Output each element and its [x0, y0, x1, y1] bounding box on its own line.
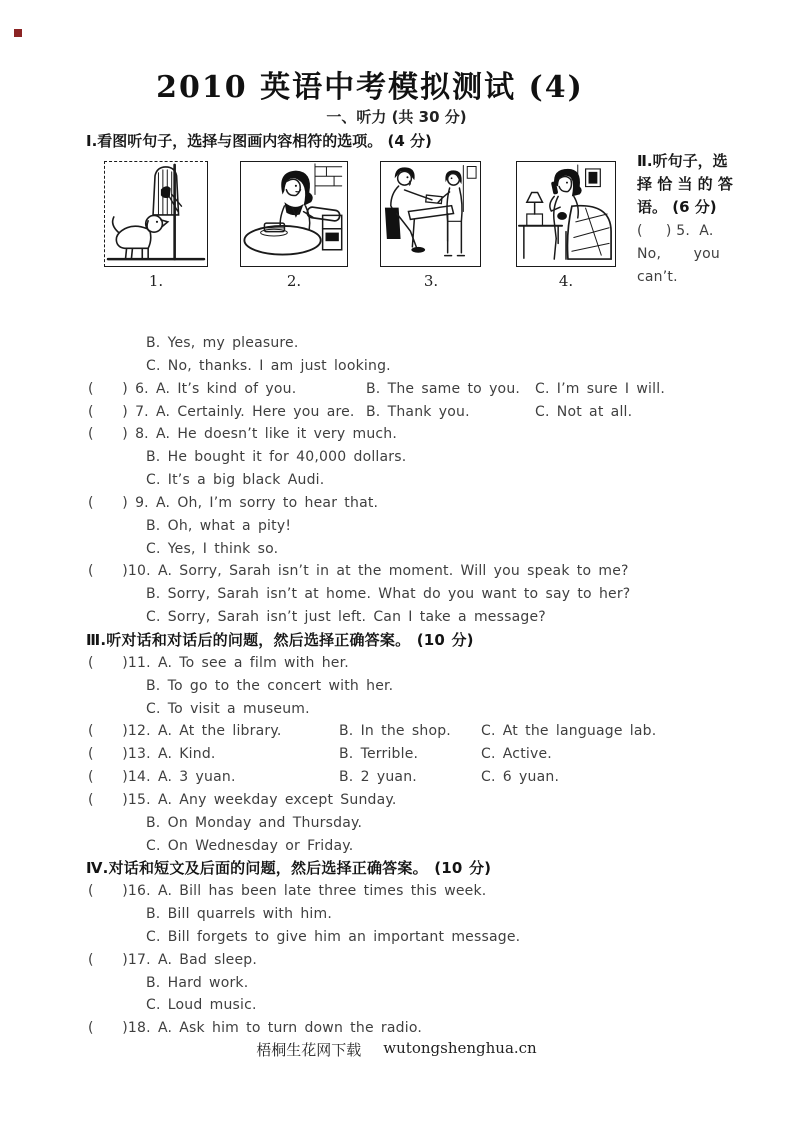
question-line	[88, 492, 788, 515]
question-line	[88, 378, 788, 401]
question-text: B. Yes, my pleasure.	[146, 335, 299, 351]
question-text: C. Sorry, Sarah isn’t just left. Can I take a message?	[146, 609, 546, 626]
question-line	[88, 789, 788, 812]
dog-birdcage-drawing	[105, 162, 207, 266]
question-text: ( )14. A. 3 yuan.	[88, 769, 236, 786]
question-line	[88, 1017, 788, 1040]
question-text: ( ) 8. A. He doesn’t like it very much.	[88, 426, 398, 443]
question-text: C. Loud music.	[146, 997, 257, 1014]
question-text: ( )15. A. Any weekday except Sunday.	[88, 791, 397, 808]
question-line	[88, 949, 788, 972]
sidebar-line: 择 恰 当 的 答	[637, 175, 733, 194]
question-text: B. Bill quarrels with him.	[146, 906, 332, 923]
part1-instructions: Ⅰ.看图听句子，选择与图画内容相符的选项。 (4 分)	[86, 132, 432, 150]
question-text: B. 2 yuan.	[339, 769, 417, 786]
question-line	[88, 446, 788, 469]
question-text: B. Terrible.	[339, 746, 419, 763]
question-line	[88, 675, 788, 698]
question-line	[88, 583, 788, 606]
picture-4-label: 4.	[558, 272, 574, 290]
question-line	[88, 994, 788, 1017]
question-text: B. On Monday and Thursday.	[146, 814, 363, 831]
question-text: Ⅲ.听对话和对话后的问题，然后选择正确答案。 (10 分)	[86, 630, 474, 649]
question-line	[88, 423, 788, 446]
section-heading	[88, 629, 788, 652]
question-line	[88, 926, 788, 949]
question-text: C. To visit a museum.	[146, 700, 310, 717]
question-line	[88, 698, 788, 721]
question-text: ( )12. A. At the library.	[88, 723, 282, 740]
question-text: ( ) 6. A. It’s kind of you.	[88, 380, 297, 397]
question-text: B. Thank you.	[366, 403, 470, 420]
question-text: C. No, thanks. I am just looking.	[146, 357, 391, 374]
question-text: ( ) 7. A. Certainly. Here you are.	[88, 403, 355, 420]
question-text: C. On Wednesday or Friday.	[146, 837, 354, 854]
question-text: C. At the language lab.	[481, 723, 657, 740]
listening-picture-4	[516, 161, 616, 267]
question-line	[88, 720, 788, 743]
question-line	[88, 606, 788, 629]
question-text: ( )11. A. To see a film with her.	[88, 654, 349, 671]
section-heading	[88, 857, 788, 880]
woman-table-drawing	[241, 162, 347, 266]
footer-site-url: wutongshenghua.cn	[383, 1039, 537, 1057]
question-line	[88, 743, 788, 766]
question-line	[88, 972, 788, 995]
question-line	[88, 560, 788, 583]
question-line	[88, 515, 788, 538]
question-text: ( )13. A. Kind.	[88, 746, 216, 763]
question-line	[88, 355, 788, 378]
footer-site-name: 梧桐生花网下载	[256, 1041, 362, 1059]
question-list	[88, 332, 788, 1040]
question-line	[88, 401, 788, 424]
sidebar-line: can’t.	[637, 268, 678, 285]
question-line	[88, 332, 788, 355]
woman-phone-drawing	[517, 162, 615, 266]
question-text: C. Not at all.	[535, 403, 633, 420]
footer	[0, 1039, 793, 1060]
question-text: ( ) 9. A. Oh, I’m sorry to hear that.	[88, 494, 379, 511]
question-line	[88, 469, 788, 492]
question-line	[88, 903, 788, 926]
picture-2-label: 2.	[286, 272, 302, 290]
question-text: ( )17. A. Bad sleep.	[88, 951, 258, 968]
sidebar-line: ( ) 5. A.	[637, 222, 714, 239]
question-text: C. I’m sure I will.	[535, 380, 665, 397]
question-line	[88, 652, 788, 675]
section-listening-heading: 一、听力 (共 30 分)	[326, 108, 467, 126]
question-text: Ⅳ.对话和短文及后面的问题，然后选择正确答案。 (10 分)	[86, 859, 492, 878]
page-title: 2010 英语中考模拟测试 (4)	[156, 70, 584, 105]
question-text: B. To go to the concert with her.	[146, 677, 394, 694]
question-line	[88, 538, 788, 561]
question-text: B. Hard work.	[146, 974, 249, 991]
question-text: C. It’s a big black Audi.	[146, 472, 325, 489]
question-text: ( )10. A. Sorry, Sarah isn’t in at the moment. Will you speak to me?	[88, 563, 629, 580]
question-line	[88, 766, 788, 789]
corner-marker	[14, 29, 22, 37]
picture-1-label: 1.	[148, 272, 164, 290]
listening-picture-2	[240, 161, 348, 267]
picture-3-label: 3.	[423, 272, 439, 290]
part2-sidebar	[637, 150, 749, 289]
question-text: ( )18. A. Ask him to turn down the radio.	[88, 1020, 422, 1037]
question-line	[88, 835, 788, 858]
man-girl-desk-drawing	[381, 162, 480, 266]
sidebar-line: No, you	[637, 245, 720, 262]
question-text: C. 6 yuan.	[481, 769, 560, 786]
sidebar-line: 语。 (6 分)	[637, 198, 717, 217]
question-text: B. In the shop.	[339, 723, 451, 740]
question-line	[88, 812, 788, 835]
question-text: C. Bill forgets to give him an important message.	[146, 928, 521, 945]
question-text: B. Sorry, Sarah isn’t at home. What do you want to say to her?	[146, 586, 631, 603]
question-text: B. Oh, what a pity!	[146, 517, 292, 534]
question-text: B. He bought it for 40,000 dollars.	[146, 449, 407, 466]
question-line	[88, 880, 788, 903]
listening-picture-1	[104, 161, 208, 267]
listening-picture-3	[380, 161, 481, 267]
question-text: ( )16. A. Bill has been late three times this week.	[88, 883, 487, 900]
sidebar-line: Ⅱ.听句子，选	[637, 152, 728, 170]
question-text: C. Yes, I think so.	[146, 540, 279, 557]
question-text: B. The same to you.	[366, 380, 521, 397]
question-text: C. Active.	[481, 746, 552, 763]
